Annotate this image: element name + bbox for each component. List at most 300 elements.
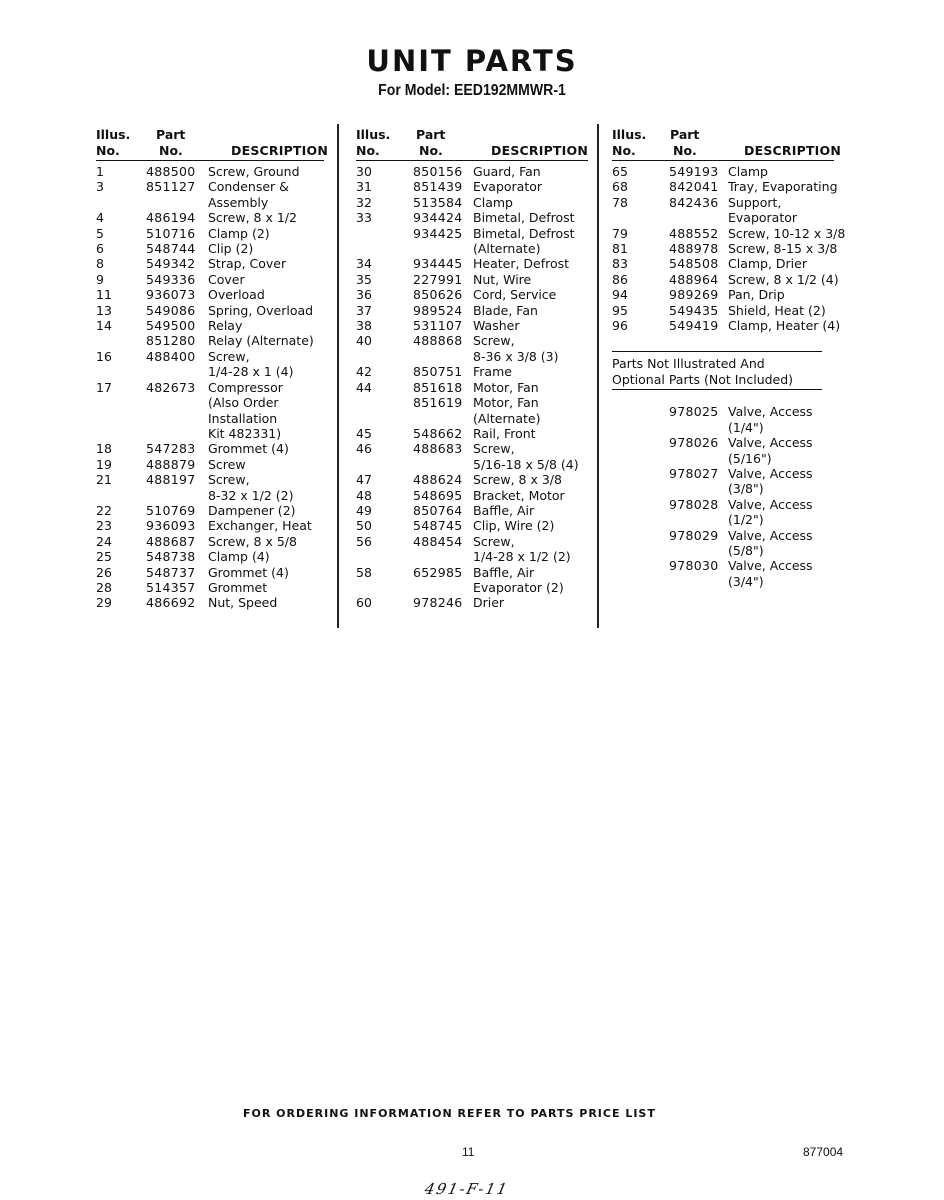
part-description: [208, 549, 324, 564]
part-number: 514357: [146, 579, 196, 595]
part-description: [473, 256, 588, 271]
part-description: [473, 195, 588, 210]
description-line: Tray, Evaporating: [728, 179, 838, 195]
part-row: [612, 241, 852, 256]
optional-part-row: [612, 435, 852, 466]
description-line: Compressor: [208, 379, 283, 395]
description-line: Bimetal, Defrost: [473, 210, 575, 226]
part-row: [612, 303, 852, 318]
part-row: [356, 179, 588, 194]
illus-number: [612, 404, 669, 435]
description-line: Screw,: [473, 441, 515, 457]
part-number: 488964: [669, 271, 719, 287]
description-line: Valve, Access: [728, 435, 813, 451]
description-line: (Alternate): [473, 241, 541, 257]
part-description: [473, 210, 588, 225]
illus-number: 44: [356, 379, 372, 395]
illus-number: 58: [356, 564, 372, 580]
illus-number: 23: [96, 518, 112, 534]
description-line: Clamp (2): [208, 225, 270, 241]
part-number: 549342: [146, 256, 196, 272]
optional-part-row: [612, 528, 852, 559]
description-line: Exchanger, Heat: [208, 518, 312, 534]
part-row: [356, 210, 588, 225]
part-number: 978025: [669, 404, 719, 420]
part-row: [356, 318, 588, 333]
part-row: [356, 441, 588, 472]
illus-number: 33: [356, 210, 372, 226]
optional-parts-list: [612, 404, 852, 589]
description-line: (5/8"): [728, 542, 764, 558]
header-description: DESCRIPTION: [744, 143, 841, 158]
part-row: [96, 179, 324, 210]
part-row: [96, 595, 324, 610]
illus-number: 60: [356, 595, 372, 611]
part-row: [356, 195, 588, 210]
parts-column-1: [96, 126, 328, 611]
illus-number: 28: [96, 579, 112, 595]
part-number: 510716: [146, 225, 196, 241]
description-line: 1/4-28 x 1/2 (2): [473, 549, 571, 565]
part-number: 850626: [413, 287, 463, 303]
illus-number: 95: [612, 302, 628, 318]
part-number: 488978: [669, 241, 719, 257]
part-description: [728, 318, 852, 333]
optional-part-row: [612, 466, 852, 497]
part-description: [208, 210, 324, 225]
part-row: [612, 318, 852, 333]
part-description: [473, 395, 588, 426]
part-description: [728, 466, 852, 497]
parts-column-2: [356, 126, 588, 611]
optional-heading-line-2: Optional Parts (Not Included): [612, 371, 794, 387]
part-number: 978029: [669, 527, 719, 543]
part-description: [473, 179, 588, 194]
part-number: 513584: [413, 194, 463, 210]
part-number: 549500: [146, 318, 196, 334]
part-row: [356, 272, 588, 287]
ordering-note: FOR ORDERING INFORMATION REFER TO PARTS PRICE LIST: [243, 1107, 656, 1120]
handwritten-note: 491-F-11: [423, 1180, 511, 1198]
optional-part-row: [612, 558, 852, 589]
part-description: [473, 226, 588, 257]
illus-number: 26: [96, 564, 112, 580]
part-row: [612, 179, 852, 194]
illus-number: 16: [96, 348, 112, 364]
illus-number: 86: [612, 271, 628, 287]
part-number: 842041: [669, 179, 719, 195]
part-description: [208, 318, 324, 333]
header-description: DESCRIPTION: [491, 143, 588, 158]
header-illus-no: No.: [96, 143, 120, 158]
description-line: Drier: [473, 595, 505, 611]
header-part-no: No.: [419, 143, 443, 158]
part-row: [96, 241, 324, 256]
part-number: 488879: [146, 456, 196, 472]
part-number: 978246: [413, 595, 463, 611]
description-line: Screw, 8 x 1/2: [208, 210, 297, 226]
illus-number: 6: [96, 241, 104, 257]
illus-number: 17: [96, 379, 112, 395]
description-line: Screw,: [208, 348, 250, 364]
column-header: [356, 126, 588, 161]
part-description: [208, 164, 324, 179]
description-line: Grommet (4): [208, 441, 289, 457]
part-number: 851618: [413, 379, 463, 395]
illus-number: 34: [356, 256, 372, 272]
part-description: [208, 503, 324, 518]
description-line: Screw,: [473, 533, 515, 549]
description-line: Nut, Wire: [473, 271, 532, 287]
part-number: 978026: [669, 435, 719, 451]
part-number: 934445: [413, 256, 463, 272]
illus-number: 18: [96, 441, 112, 457]
part-number: 488500: [146, 164, 196, 179]
illus-number: 36: [356, 287, 372, 303]
description-line: Installation: [208, 410, 278, 426]
part-row: [96, 549, 324, 564]
part-row: [96, 441, 324, 456]
description-line: Screw, 10-12 x 3/8: [728, 225, 846, 241]
optional-parts-heading: [612, 351, 822, 390]
description-line: (3/8"): [728, 481, 764, 497]
illus-number: 50: [356, 518, 372, 534]
part-number: 488868: [413, 333, 463, 349]
description-line: Heater, Defrost: [473, 256, 570, 272]
part-description: [473, 426, 588, 441]
part-row: [96, 210, 324, 225]
part-row: [96, 457, 324, 472]
part-row: [356, 333, 588, 364]
description-line: Clip (2): [208, 241, 254, 257]
part-number: 850764: [413, 502, 463, 518]
column-divider: [597, 124, 599, 628]
part-description: [208, 595, 324, 610]
part-number: 488624: [413, 472, 463, 488]
description-line: Motor, Fan: [473, 379, 539, 395]
part-number: 488552: [669, 225, 719, 241]
illus-number: 3: [96, 179, 104, 195]
description-line: Clamp: [473, 194, 513, 210]
part-number: 549086: [146, 302, 196, 318]
part-number: 851280: [146, 333, 196, 349]
part-number: 510769: [146, 502, 196, 518]
header-illus-no: No.: [612, 143, 636, 158]
part-row: [356, 565, 588, 596]
part-row: [356, 395, 588, 426]
header-illus-no: No.: [356, 143, 380, 158]
part-row: [356, 503, 588, 518]
part-row: [96, 333, 324, 348]
description-line: 5/16-18 x 5/8 (4): [473, 456, 579, 472]
description-line: Cover: [208, 271, 245, 287]
part-row: [96, 534, 324, 549]
part-row: [356, 164, 588, 179]
description-line: (5/16"): [728, 450, 772, 466]
illus-number: 56: [356, 533, 372, 549]
illus-number: 25: [96, 549, 112, 565]
illus-number: 29: [96, 595, 112, 611]
part-description: [208, 534, 324, 549]
illus-number: 81: [612, 241, 628, 257]
part-description: [473, 518, 588, 533]
part-description: [208, 580, 324, 595]
description-line: Clamp, Drier: [728, 256, 807, 272]
part-description: [728, 435, 852, 466]
illus-number: 35: [356, 271, 372, 287]
illus-number: 21: [96, 472, 112, 488]
description-line: Overload: [208, 287, 265, 303]
description-line: Pan, Drip: [728, 287, 785, 303]
part-description: [728, 195, 852, 226]
illus-number: 5: [96, 225, 104, 241]
part-number: 978030: [669, 558, 719, 574]
part-row: [356, 256, 588, 271]
illus-number: 65: [612, 164, 628, 179]
part-number: 850156: [413, 164, 463, 179]
parts-list: [96, 164, 324, 611]
part-description: [208, 457, 324, 472]
part-description: [208, 565, 324, 580]
part-number: 978028: [669, 496, 719, 512]
part-row: [96, 380, 324, 442]
illus-number: [356, 395, 413, 426]
illus-number: 14: [96, 318, 112, 334]
description-line: Motor, Fan: [473, 395, 539, 411]
part-row: [96, 287, 324, 302]
part-number: 934424: [413, 210, 463, 226]
description-line: Screw,: [473, 333, 515, 349]
illus-number: [612, 466, 669, 497]
illus-number: 47: [356, 472, 372, 488]
part-row: [612, 287, 852, 302]
illus-number: 96: [612, 318, 628, 334]
illus-number: 32: [356, 194, 372, 210]
part-number: 936093: [146, 518, 196, 534]
illus-number: 13: [96, 302, 112, 318]
part-description: [473, 380, 588, 395]
description-line: Valve, Access: [728, 404, 813, 420]
part-row: [612, 272, 852, 287]
illus-number: 49: [356, 502, 372, 518]
column-divider: [337, 124, 339, 628]
part-row: [612, 226, 852, 241]
optional-part-row: [612, 404, 852, 435]
part-number: 934425: [413, 225, 463, 241]
description-line: Bracket, Motor: [473, 487, 565, 503]
part-description: [473, 333, 588, 364]
description-line: Screw, 8-15 x 3/8: [728, 241, 838, 257]
illus-number: 8: [96, 256, 104, 272]
part-description: [473, 272, 588, 287]
header-illus: Illus.: [356, 127, 391, 142]
part-row: [96, 226, 324, 241]
part-row: [356, 364, 588, 379]
column-header: [612, 126, 841, 161]
description-line: Dampener (2): [208, 502, 296, 518]
illus-number: 42: [356, 364, 372, 380]
description-line: Screw, 8 x 5/8: [208, 533, 297, 549]
part-description: [728, 558, 852, 589]
part-row: [96, 565, 324, 580]
description-line: Spring, Overload: [208, 302, 314, 318]
illus-number: 83: [612, 256, 628, 272]
description-line: Baffle, Air: [473, 502, 535, 518]
part-row: [96, 503, 324, 518]
part-row: [356, 472, 588, 487]
description-line: 1/4-28 x 1 (4): [208, 364, 294, 380]
description-line: Cord, Service: [473, 287, 557, 303]
illus-number: 45: [356, 425, 372, 441]
description-line: Baffle, Air: [473, 564, 535, 580]
description-line: Shield, Heat (2): [728, 302, 826, 318]
part-description: [208, 303, 324, 318]
part-number: 851127: [146, 179, 196, 195]
part-number: 851439: [413, 179, 463, 195]
illus-number: 94: [612, 287, 628, 303]
illus-number: [612, 497, 669, 528]
part-number: 548745: [413, 518, 463, 534]
part-number: 989524: [413, 302, 463, 318]
header-part-no: No.: [673, 143, 697, 158]
description-line: 8-36 x 3/8 (3): [473, 348, 559, 364]
illus-number: 24: [96, 533, 112, 549]
illus-number: 19: [96, 456, 112, 472]
parts-list: [356, 164, 588, 611]
description-line: Evaporator: [473, 179, 543, 195]
page-number: 11: [462, 1145, 475, 1159]
part-number: 842436: [669, 194, 719, 210]
description-line: (Alternate): [473, 410, 541, 426]
part-description: [728, 404, 852, 435]
description-line: Relay (Alternate): [208, 333, 314, 349]
part-description: [208, 272, 324, 287]
part-number: 227991: [413, 271, 463, 287]
part-description: [728, 256, 852, 271]
part-number: 851619: [413, 395, 463, 411]
part-row: [356, 534, 588, 565]
part-number: 978027: [669, 465, 719, 481]
illus-number: 31: [356, 179, 372, 195]
description-line: (Also Order: [208, 395, 279, 411]
part-number: 548662: [413, 425, 463, 441]
description-line: Clamp (4): [208, 549, 270, 565]
part-description: [208, 256, 324, 271]
description-line: Clamp, Heater (4): [728, 318, 841, 334]
part-row: [96, 272, 324, 287]
description-line: Frame: [473, 364, 512, 380]
part-description: [208, 349, 324, 380]
page-title: UNIT PARTS: [366, 44, 578, 78]
illus-number: [612, 558, 669, 589]
description-line: Valve, Access: [728, 496, 813, 512]
description-line: Valve, Access: [728, 465, 813, 481]
part-number: 488400: [146, 348, 196, 364]
part-description: [473, 488, 588, 503]
optional-heading-line-1: Parts Not Illustrated And: [612, 356, 765, 372]
description-line: Nut, Speed: [208, 595, 278, 611]
part-row: [96, 164, 324, 179]
part-description: [728, 272, 852, 287]
part-number: 488683: [413, 441, 463, 457]
description-line: Bimetal, Defrost: [473, 225, 575, 241]
illus-number: [612, 528, 669, 559]
description-line: Screw, 8 x 1/2 (4): [728, 271, 839, 287]
part-row: [96, 580, 324, 595]
part-description: [473, 287, 588, 302]
part-description: [208, 226, 324, 241]
part-description: [473, 565, 588, 596]
description-line: Rail, Front: [473, 425, 536, 441]
part-description: [208, 241, 324, 256]
part-number: 549435: [669, 302, 719, 318]
part-number: 549193: [669, 164, 719, 179]
part-description: [208, 333, 324, 348]
part-description: [728, 287, 852, 302]
model-subtitle: For Model: EED192MMWR-1: [378, 82, 566, 99]
part-description: [728, 164, 852, 179]
illus-number: [356, 226, 413, 257]
part-description: [208, 179, 324, 210]
part-row: [612, 195, 852, 226]
header-description: DESCRIPTION: [231, 143, 328, 158]
header-part: Part: [416, 127, 446, 142]
illus-number: 22: [96, 502, 112, 518]
header-part: Part: [156, 127, 186, 142]
description-line: Relay: [208, 318, 243, 334]
part-description: [473, 472, 588, 487]
part-description: [208, 380, 324, 442]
illus-number: 38: [356, 318, 372, 334]
part-row: [96, 472, 324, 503]
illus-number: 48: [356, 487, 372, 503]
illus-number: 78: [612, 194, 628, 210]
part-number: 488197: [146, 472, 196, 488]
part-row: [356, 426, 588, 441]
description-line: Grommet: [208, 579, 268, 595]
illus-number: 1: [96, 164, 104, 179]
description-line: Valve, Access: [728, 527, 813, 543]
part-row: [356, 303, 588, 318]
part-description: [473, 364, 588, 379]
part-number: 548738: [146, 549, 196, 565]
description-line: Screw, 8 x 3/8: [473, 472, 562, 488]
optional-part-row: [612, 497, 852, 528]
description-line: Clip, Wire (2): [473, 518, 555, 534]
part-description: [728, 179, 852, 194]
column-header: [96, 126, 328, 161]
header-part: Part: [670, 127, 700, 142]
illus-number: 4: [96, 210, 104, 226]
part-description: [208, 518, 324, 533]
part-number: 548508: [669, 256, 719, 272]
part-description: [728, 528, 852, 559]
header-part-no: No.: [159, 143, 183, 158]
part-number: 652985: [413, 564, 463, 580]
description-line: Kit 482331): [208, 425, 282, 441]
part-description: [473, 503, 588, 518]
part-description: [208, 472, 324, 503]
part-row: [356, 380, 588, 395]
part-description: [473, 318, 588, 333]
part-number: 486692: [146, 595, 196, 611]
part-number: 936073: [146, 287, 196, 303]
description-line: (1/4"): [728, 419, 764, 435]
parts-column-3: [612, 126, 852, 589]
part-row: [356, 518, 588, 533]
part-row: [356, 287, 588, 302]
part-row: [356, 595, 588, 610]
